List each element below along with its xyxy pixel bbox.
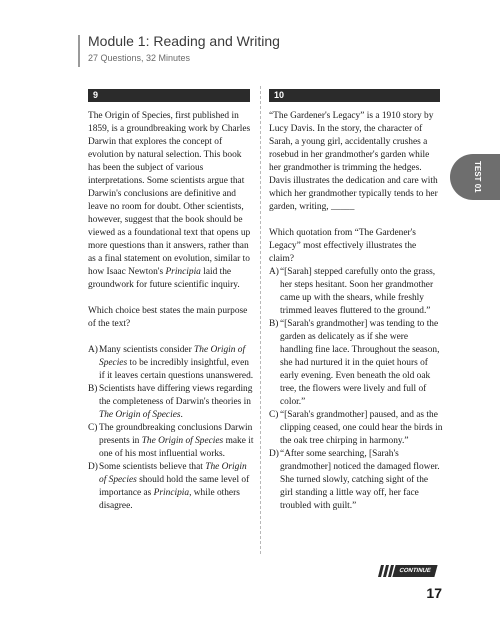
header-rule (78, 35, 80, 67)
question-10-option-a[interactable]: A) “[Sarah] stepped carefully onto the grass, her steps hesitant. Soon her grandmother came up with the shears, while freshly trimmed leaves fluttered to the ground.” (269, 267, 436, 316)
column-divider (260, 86, 261, 554)
question-9-option-a[interactable]: A) Many scientists consider The Origin of Species to be incredibly insightful, even if it leaves certain questions unanswered. (88, 345, 254, 381)
continue-banner (378, 565, 436, 577)
option-letter: D) (88, 462, 98, 472)
module-subtitle: 27 Questions, 32 Minutes (88, 53, 191, 63)
page-number: 17 (426, 585, 442, 601)
option-letter: A) (269, 267, 279, 277)
question-10-passage: “The Gardener's Legacy” is a 1910 story by Lucy Davis. In the story, the character of Sarah, a young girl, accidentally crushes a rosebud in her grandmother's garden while her grandmother is trimming the hedges. Davis illustrates the dedication and care with which her grandmother typically tends to her garden, writing, _____ (269, 111, 438, 212)
question-9-number: 9 (93, 90, 99, 100)
option-letter: C) (88, 423, 98, 433)
question-9-number-bar (88, 89, 250, 102)
question-10-column (269, 110, 443, 513)
question-10-number: 10 (274, 90, 285, 100)
question-10-option-c[interactable]: C) “[Sarah's grandmother] paused, and as the clipping ceased, one could hear the birds in the oak tree chirping in harmony.” (269, 410, 443, 446)
option-letter: A) (88, 345, 98, 355)
test-tab-word: TEST (473, 161, 482, 182)
question-9-column (88, 110, 254, 513)
test-tab-number: 01 (473, 183, 482, 193)
continue-label: CONTINUE (392, 565, 437, 577)
question-9-option-b[interactable]: B) Scientists have differing views regarding the completeness of Darwin's theories in The Origin of Species. (88, 384, 253, 420)
question-9-option-c[interactable]: C) The groundbreaking conclusions Darwin presents in The Origin of Species make it one of his most influential works. (88, 423, 254, 459)
question-10-number-bar (269, 89, 440, 102)
option-letter: B) (269, 319, 279, 329)
option-letter: C) (269, 410, 279, 420)
option-letter: B) (88, 384, 98, 394)
module-title: Module 1: Reading and Writing (88, 33, 280, 49)
question-9-passage: The Origin of Species, first published in 1859, is a groundbreaking work by Charles Darwin that explores the concept of evolution by natural selection. This book has been the subject of various interpretations. Some scientists argue that Darwin's conclusions are definitive and leave no room for doubt. Other scientists, however, suggest that the book should be viewed as a foundational text that opens up more questions than it answers, rather than as a final statement on evolution, similar to how Isaac Newton's Principia laid the groundwork for future scientific inquiry. (88, 111, 251, 290)
option-letter: D) (269, 449, 279, 459)
question-10-option-d[interactable]: D) “After some searching, [Sarah's grandmother] noticed the damaged flower. She turned slowly, catching sight of the girl standing a little way off, her face troubled with guilt.” (269, 449, 440, 511)
question-10-option-b[interactable]: B) “[Sarah's grandmother] was tending to the garden as delicately as if she were handling fine lace. Throughout the season, she had nurtured it in the quiet hours of early evening. Even beneath the old oak tree, the flowers were lively and full of color.” (269, 319, 440, 407)
question-9-prompt: Which choice best states the main purpose of the text? (88, 306, 248, 329)
question-10-prompt: Which quotation from “The Gardener's Legacy” most effectively illustrates the claim? (269, 228, 417, 264)
test-tab-label (470, 160, 482, 194)
question-9-option-d[interactable]: D) Some scientists believe that The Origin of Species should hold the same level of importance as Principia, while others disagree. (88, 462, 250, 511)
